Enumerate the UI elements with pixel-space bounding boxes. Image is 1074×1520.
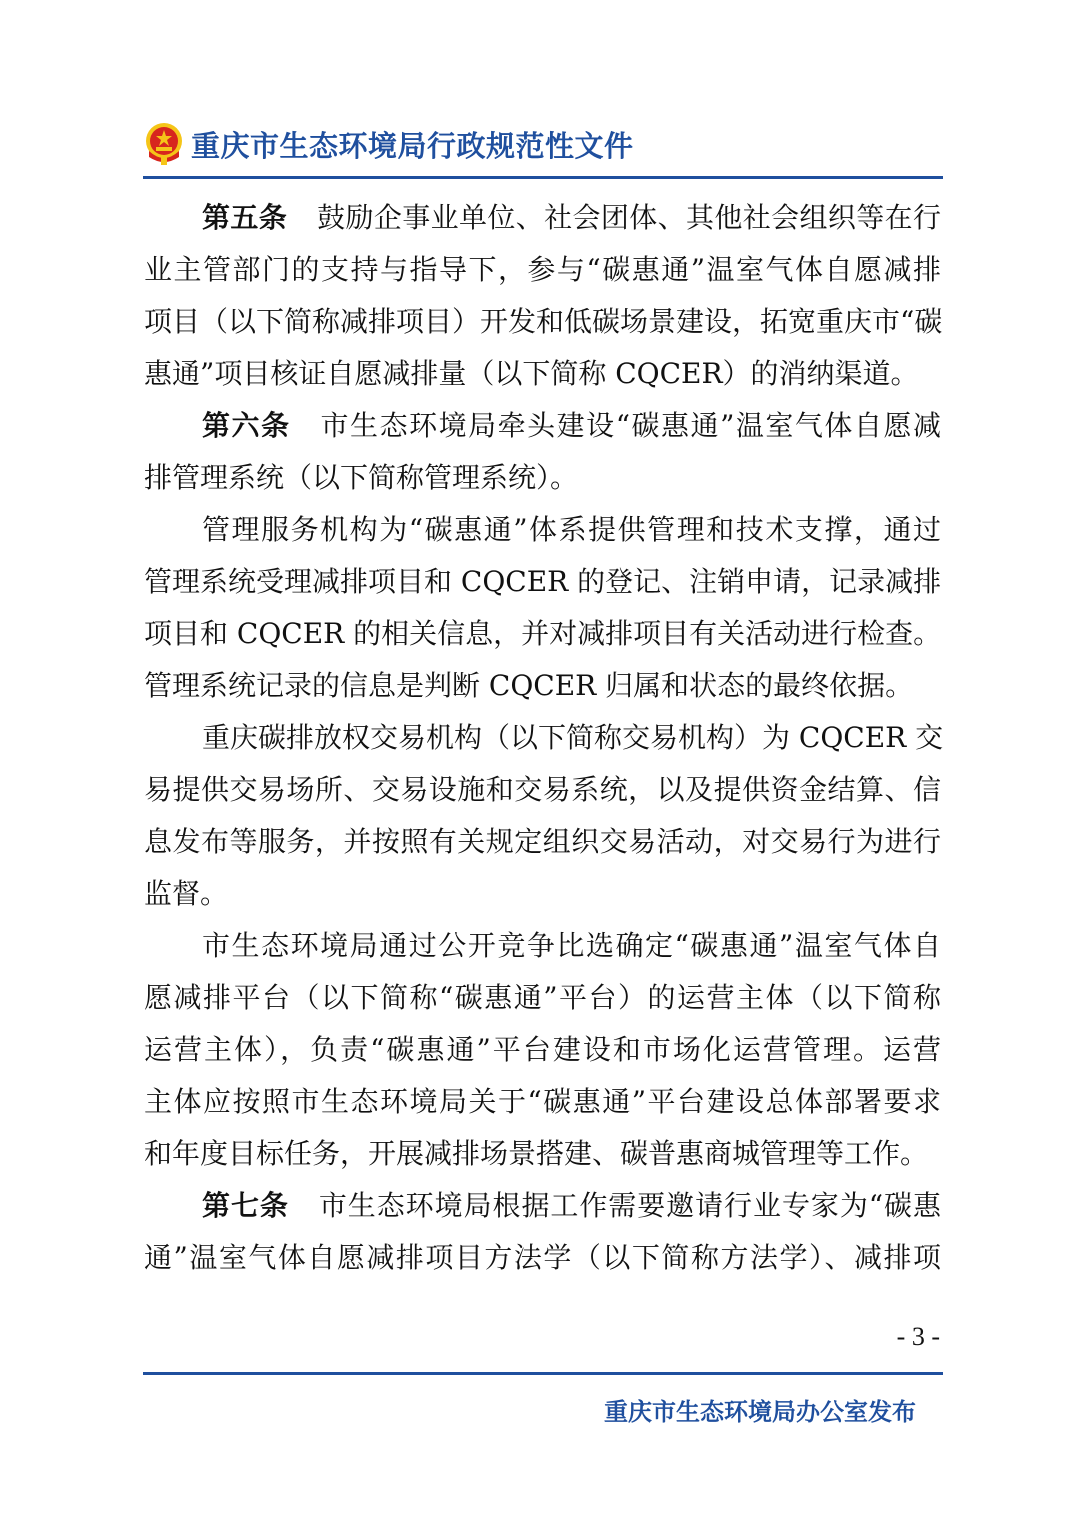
- line-text: 鼓励企事业单位、社会团体、其他社会组织等在行: [317, 201, 941, 234]
- paragraph-line: [144, 400, 941, 452]
- paragraph-line: 愿减排平台（以下简称“碳惠通”平台）的运营主体（以下简称: [144, 981, 941, 1014]
- document-header: [143, 118, 634, 170]
- document-body: [144, 192, 944, 1284]
- paragraph-line: 重庆碳排放权交易机构（以下简称交易机构）为 CQCER 交: [202, 721, 944, 754]
- paragraph-line: 管理系统记录的信息是判断 CQCER 归属和状态的最终依据。: [144, 669, 914, 702]
- paragraph-line: 项目（以下简称减排项目）开发和低碳场景建设，拓宽重庆市“碳: [144, 305, 943, 338]
- paragraph-line: 管理系统受理减排项目和 CQCER 的登记、注销申请，记录减排: [144, 565, 942, 598]
- paragraph-line: 主体应按照市生态环境局关于“碳惠通”平台建设总体部署要求: [144, 1085, 941, 1118]
- paragraph-line: 运营主体），负责“碳惠通”平台建设和市场化运营管理。运营: [144, 1033, 941, 1066]
- header-title: 重庆市生态环境局行政规范性文件: [191, 128, 634, 163]
- paragraph-line: [144, 1180, 941, 1232]
- paragraph-line: 监督。: [144, 877, 229, 910]
- paragraph-line: [144, 192, 941, 244]
- national-emblem-icon: [143, 121, 185, 167]
- paragraph-line: 和年度目标任务，开展减排场景搭建、碳普惠商城管理等工作。: [144, 1137, 929, 1170]
- paragraph-line: 易提供交易场所、交易设施和交易系统，以及提供资金结算、信: [144, 773, 941, 806]
- paragraph-line: 管理服务机构为“碳惠通”体系提供管理和技术支撑，通过: [202, 513, 941, 546]
- article-label: 第五条: [202, 201, 288, 234]
- article-label: 第七条: [202, 1189, 289, 1222]
- paragraph-line: 市生态环境局通过公开竞争比选确定“碳惠通”温室气体自: [202, 929, 941, 962]
- paragraph-line: 业主管部门的支持与指导下，参与“碳惠通”温室气体自愿减排: [144, 253, 941, 286]
- paragraph-line: 惠通”项目核证自愿减排量（以下简称 CQCER）的消纳渠道。: [144, 357, 919, 390]
- paragraph-line: 息发布等服务，并按照有关规定组织交易活动，对交易行为进行: [144, 825, 941, 858]
- footer-publisher: 重庆市生态环境局办公室发布: [604, 1397, 916, 1426]
- paragraph-line: 排管理系统（以下简称管理系统）。: [144, 461, 579, 494]
- article-label: 第六条: [202, 409, 291, 442]
- line-text: 市生态环境局牵头建设“碳惠通”温室气体自愿减: [320, 409, 941, 442]
- header-divider: [143, 176, 943, 179]
- paragraph-line: 项目和 CQCER 的相关信息，并对减排项目有关活动进行检查。: [144, 617, 942, 650]
- page-number: - 3 -: [896, 1322, 940, 1351]
- line-text: 市生态环境局根据工作需要邀请行业专家为“碳惠: [318, 1189, 941, 1222]
- paragraph-line: 通”温室气体自愿减排项目方法学（以下简称方法学）、减排项: [144, 1241, 941, 1274]
- footer-divider: [143, 1372, 943, 1375]
